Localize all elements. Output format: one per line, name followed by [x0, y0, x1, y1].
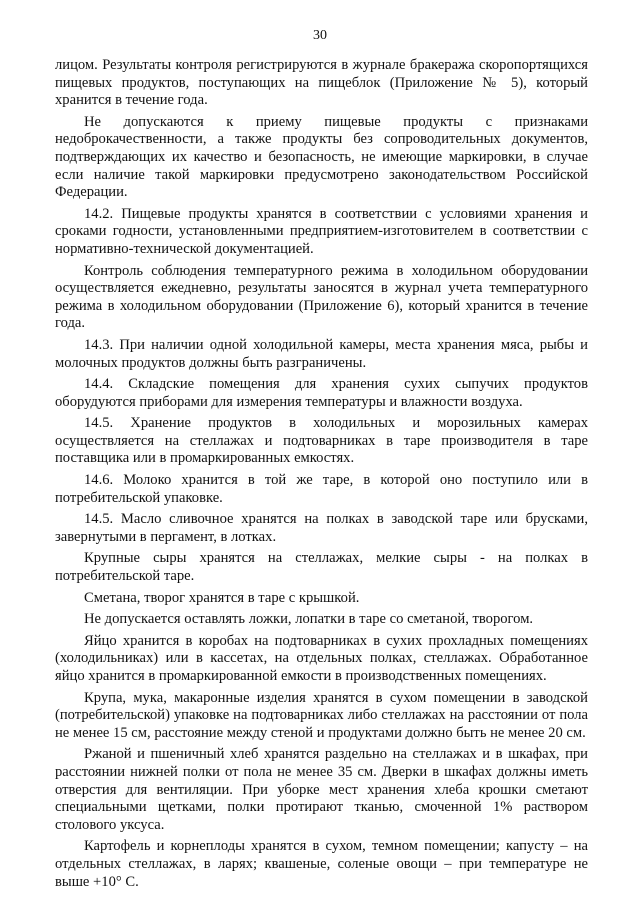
paragraph: лицом. Результаты контроля регистрируются в журнале бракеража скоропортящихся пищевых продуктов, поступающих на пищеблок (Приложение № 5), который хранится в течение года. [55, 57, 588, 109]
paragraph: Картофель и корнеплоды хранятся в сухом, темном помещении; капусту – на отдельных стеллажах, в ларях; квашеные, соленые овощи – при температуре не выше +10° С. [55, 838, 588, 890]
paragraph: 14.3. При наличии одной холодильной камеры, места хранения мяса, рыбы и молочных продуктов должны быть разграничены. [55, 336, 588, 371]
paragraph: Ржаной и пшеничный хлеб хранятся раздельно на стеллажах и в шкафах, при расстоянии нижней полки от пола не менее 35 см. Дверки в шкафах должны иметь отверстия для вентиляции. При уборке мест хранения хлеба крошки сметают специальными щетками, полки протирают тканью, смоченной 1% раствором столового уксуса. [55, 746, 588, 833]
paragraph: Яйцо хранится в коробах на подтоварниках в сухих прохладных помещениях (холодильниках) или в кассетах, на отдельных полках, стеллажах. Обработанное яйцо хранится в промаркированной емкости в производственных помещениях. [55, 632, 588, 684]
paragraph: Крупа, мука, макаронные изделия хранятся в сухом помещении в заводской (потребительской) упаковке на подтоварниках либо стеллажах на расстоянии от пола не менее 15 см, расстояние между стеной и продуктами должно быть не менее 20 см. [55, 689, 588, 741]
page-number: 30 [313, 28, 327, 43]
paragraph: 14.5. Хранение продуктов в холодильных и морозильных камерах осуществляется на стеллажах и подтоварниках в таре производителя в таре поставщика или в промаркированных емкостях. [55, 415, 588, 467]
paragraph: 14.2. Пищевые продукты хранятся в соответствии с условиями хранения и сроками годности, установленными предприятием-изготовителем в соответствии с нормативно-технической документацией. [55, 205, 588, 257]
paragraph: Крупные сыры хранятся на стеллажах, мелкие сыры - на полках в потребительской таре. [55, 550, 588, 585]
body-text [55, 57, 588, 895]
paragraph: 14.5. Масло сливочное хранятся на полках в заводской таре или брусками, завернутыми в пергамент, в лотках. [55, 511, 588, 545]
paragraph: Контроль соблюдения температурного режима в холодильном оборудовании осуществляется ежедневно, результаты заносятся в журнал учета температурного режима в холодильном оборудовании (Приложение 6), который хранится в течение года. [55, 262, 588, 332]
paragraph: 14.6. Молоко хранится в той же таре, в которой оно поступило или в потребительской упаковке. [55, 472, 588, 506]
paragraph: Сметана, творог хранятся в таре с крышкой. [84, 589, 360, 606]
paragraph: Не допускаются к приему пищевые продукты с признаками недоброкачественности, а также продукты без сопроводительных документов, подтверждающих их качество и безопасность, не имеющие маркировки, в случае если наличие такой маркировки предусмотрено законодательством Российской Федерации. [55, 113, 588, 201]
paragraph: 14.4. Складские помещения для хранения сухих сыпучих продуктов оборудуются приборами для измерения температуры и влажности воздуха. [55, 376, 588, 410]
paragraph: Не допускается оставлять ложки, лопатки в таре со сметаной, творогом. [84, 611, 534, 628]
